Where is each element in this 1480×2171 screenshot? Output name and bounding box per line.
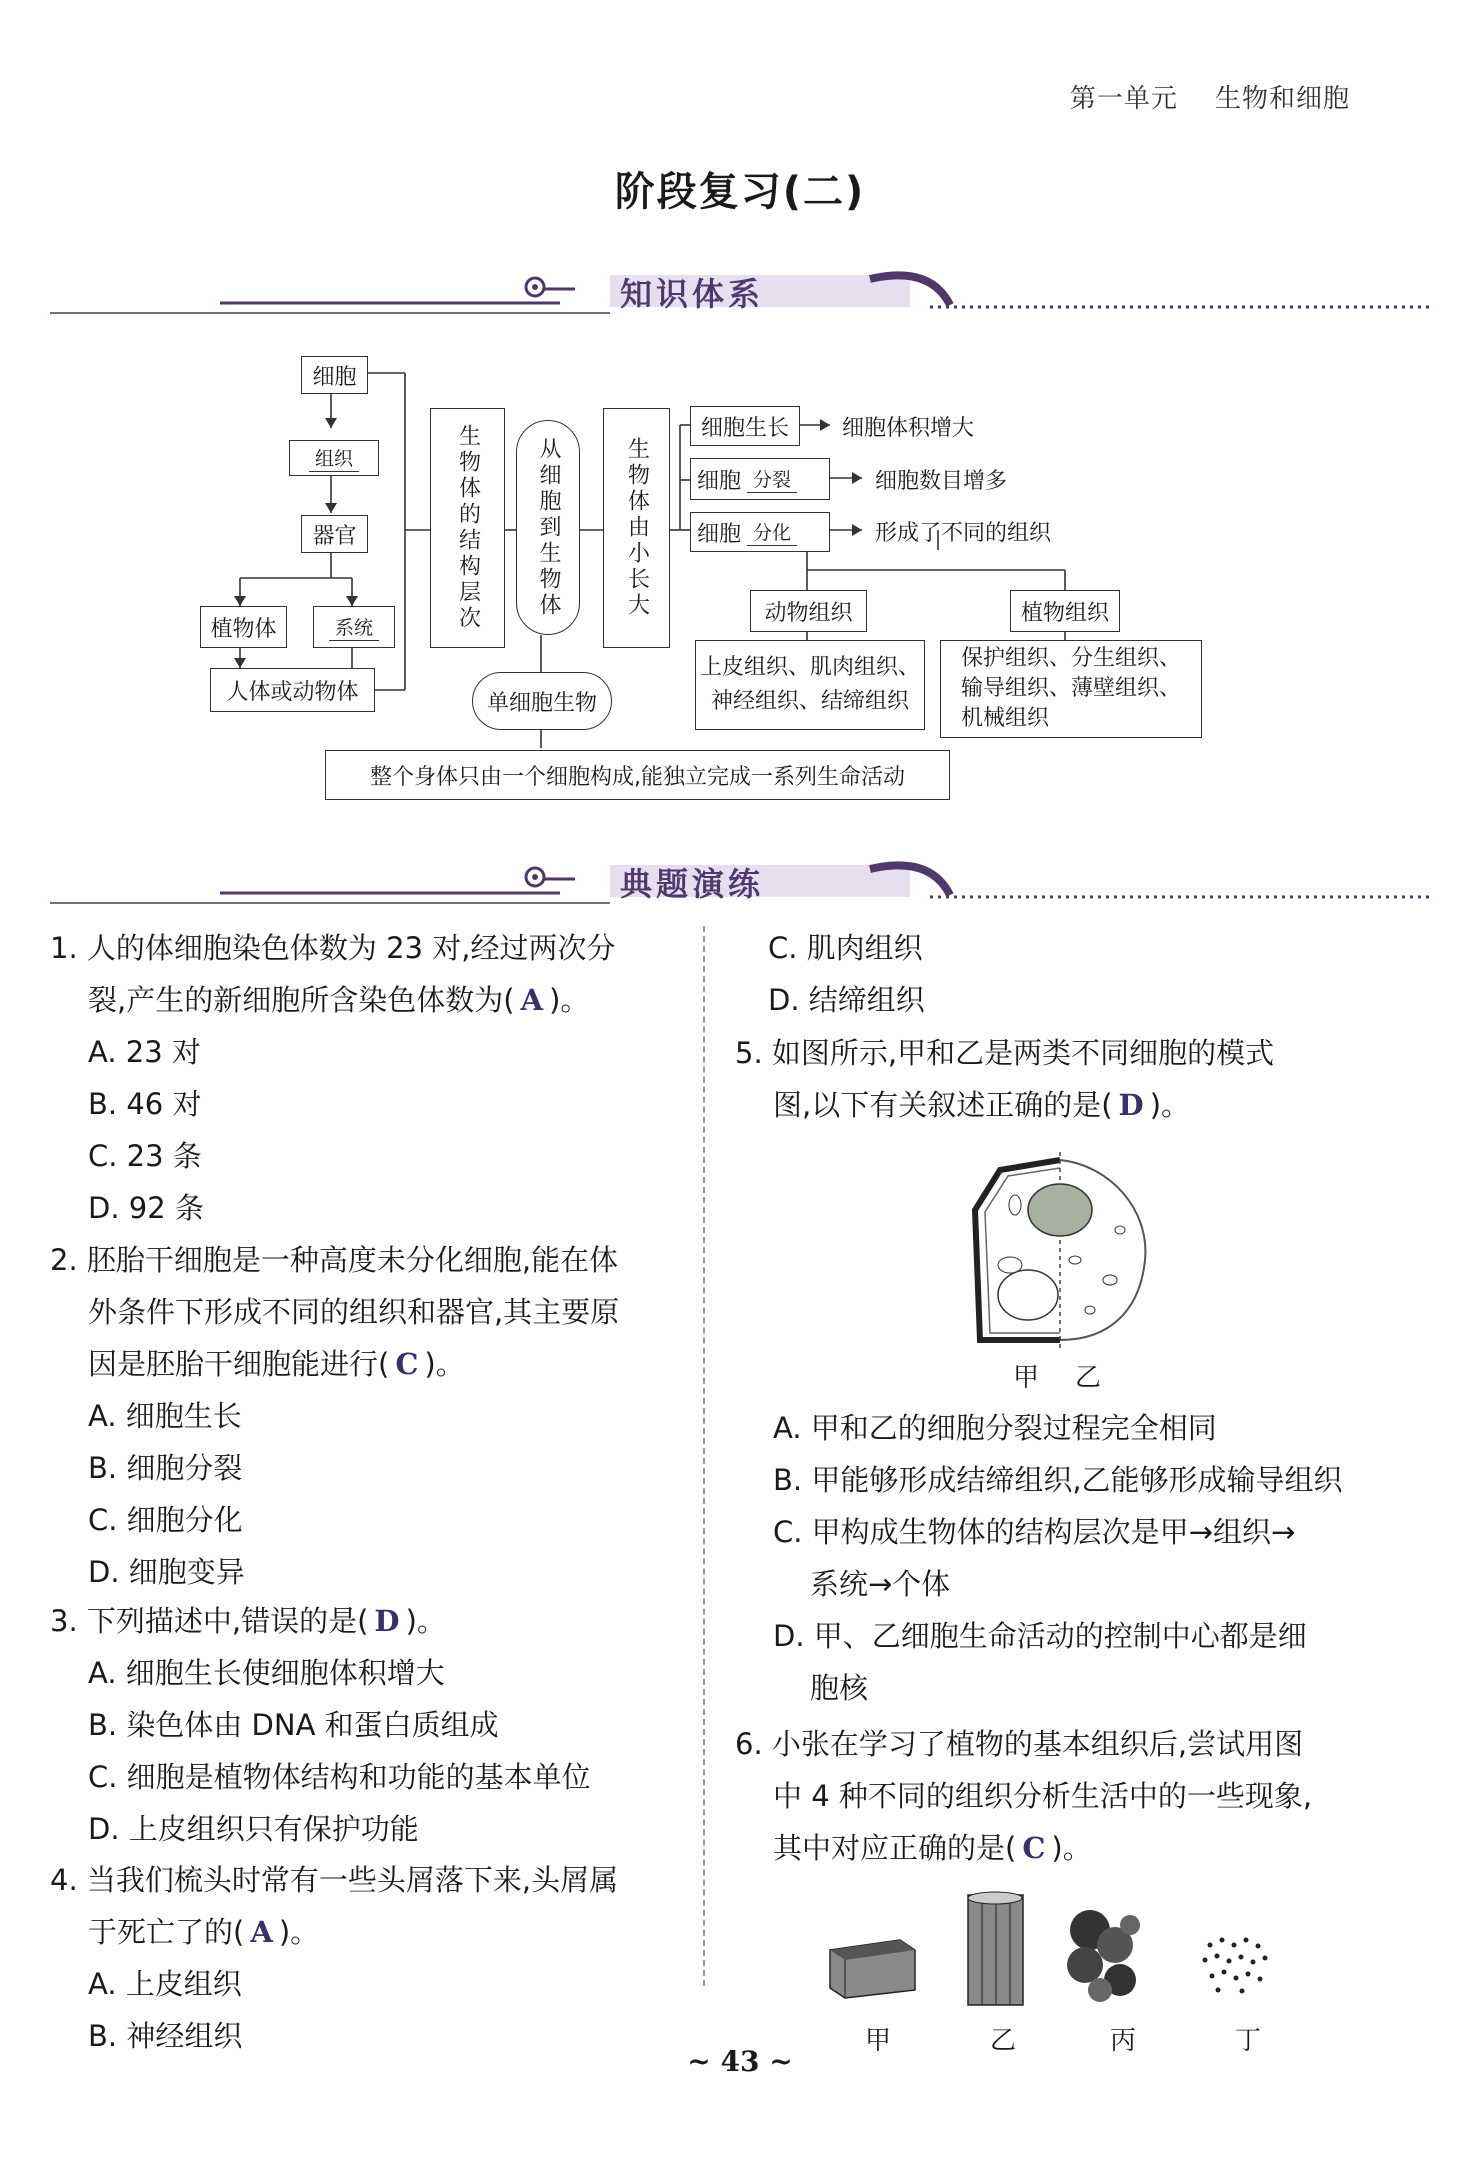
question-2 xyxy=(50,1234,690,1598)
node-plant-tissue-list xyxy=(940,640,1202,738)
q1-option-c: C. 23 条 xyxy=(88,1139,202,1173)
q6-fig-label-yi: 乙 xyxy=(990,2026,1017,2056)
q6-stem-3b: )。 xyxy=(1051,1831,1092,1865)
label-cell-2: 细胞 xyxy=(697,521,742,547)
q5-fig-label-yi: 乙 xyxy=(1075,1363,1102,1393)
text-cell-growth-result: 细胞体积增大 xyxy=(842,416,975,441)
node-animal-tissue: 动物组织 xyxy=(750,590,867,632)
blank-tissue: 组织 xyxy=(309,444,359,472)
plant-tissue-line-1: 保护组织、分生组织、 xyxy=(961,646,1182,671)
tissue-jia-icon xyxy=(830,1940,915,1998)
tissue-yi-icon xyxy=(968,1892,1023,2005)
q4-stem-2a: 于死亡了的( xyxy=(88,1915,245,1949)
column-divider xyxy=(703,926,705,1986)
page-number: ~ 43 ~ xyxy=(687,2045,793,2078)
q3-option-d: D. 上皮组织只有保护功能 xyxy=(88,1812,419,1846)
q3-option-c: C. 细胞是植物体结构和功能的基本单位 xyxy=(88,1760,591,1794)
q4-answer: A xyxy=(250,1915,273,1949)
q5-stem-2a: 图,以下有关叙述正确的是( xyxy=(773,1088,1113,1122)
text-division-result: 细胞数目增多 xyxy=(875,469,1008,494)
node-tissue xyxy=(289,440,379,476)
q1-stem-line-2 xyxy=(50,974,690,1026)
header-topic: 生物和细胞 xyxy=(1214,84,1350,114)
q5-stem-line-2 xyxy=(735,1079,1365,1131)
node-plant-tissue: 植物组织 xyxy=(1010,590,1120,632)
blank-division: 分裂 xyxy=(747,465,797,493)
question-5-options xyxy=(735,1402,1375,1714)
node-cell-growth: 细胞生长 xyxy=(690,406,800,446)
q4-option-a: A. 上皮组织 xyxy=(88,1967,242,2001)
q1-option-d: D. 92 条 xyxy=(88,1191,204,1225)
node-cell-differentiation xyxy=(690,512,830,552)
q2-stem-line-1: 2. 胚胎干细胞是一种高度未分化细胞,能在体 xyxy=(50,1243,619,1277)
q6-stem-line-2: 中 4 种不同的组织分析生活中的一些现象, xyxy=(773,1779,1313,1813)
node-plant: 植物体 xyxy=(200,606,287,648)
q2-option-d: D. 细胞变异 xyxy=(88,1555,245,1589)
q5-option-d-line-1: D. 甲、乙细胞生命活动的控制中心都是细 xyxy=(773,1619,1307,1653)
node-organ: 器官 xyxy=(301,515,368,553)
question-1 xyxy=(50,922,690,1234)
q4-option-c: C. 肌肉组织 xyxy=(768,931,923,965)
q2-stem-3a: 因是胚胎干细胞能进行( xyxy=(88,1347,390,1381)
q3-stem-1a: 3. 下列描述中,错误的是( xyxy=(50,1604,369,1638)
q6-answer: C xyxy=(1022,1831,1046,1865)
q5-option-b: B. 甲能够形成结缔组织,乙能够形成输导组织 xyxy=(773,1463,1343,1497)
q3-stem-line-1 xyxy=(50,1595,690,1647)
node-animal-tissue-list xyxy=(695,640,925,730)
q5-option-d-line-2: 胞核 xyxy=(810,1671,869,1705)
q6-stem-line-3 xyxy=(735,1822,1375,1874)
q2-option-a: A. 细胞生长 xyxy=(88,1399,242,1433)
node-structure-levels: 生物体的结构层次 xyxy=(430,408,505,648)
q5-fig-label-jia: 甲 xyxy=(1013,1363,1040,1393)
blank-differentiation: 分化 xyxy=(747,518,797,546)
question-5 xyxy=(735,1027,1365,1131)
q2-option-b: B. 细胞分裂 xyxy=(88,1451,243,1485)
q5-option-a: A. 甲和乙的细胞分裂过程完全相同 xyxy=(773,1411,1217,1445)
q3-option-a: A. 细胞生长使细胞体积增大 xyxy=(88,1656,445,1690)
node-human-animal: 人体或动物体 xyxy=(210,668,375,712)
q2-answer: C xyxy=(395,1347,419,1381)
node-single-cell: 单细胞生物 xyxy=(472,672,612,730)
q3-option-b: B. 染色体由 DNA 和蛋白质组成 xyxy=(88,1708,499,1742)
plant-tissue-line-3: 机械组织 xyxy=(961,706,1050,731)
tissue-ding-icon xyxy=(1203,1938,1268,1994)
q4-option-d: D. 结缔组织 xyxy=(768,983,925,1017)
question-4 xyxy=(50,1854,690,2062)
node-single-cell-desc: 整个身体只由一个细胞构成,能独立完成一系列生命活动 xyxy=(325,750,950,800)
tissue-figures xyxy=(820,1890,1310,2010)
tissue-bing-icon xyxy=(1067,1910,1140,2002)
q1-stem-2a: 裂,产生的新细胞所含染色体数为( xyxy=(88,983,515,1017)
animal-tissue-line-2: 神经组织、结缔组织 xyxy=(710,689,909,714)
q2-stem-line-2: 外条件下形成不同的组织和器官,其主要原 xyxy=(88,1295,620,1329)
text-differentiation-result: 形成了不同的组织 xyxy=(875,521,1052,546)
page-title: 阶段复习(二) xyxy=(614,169,866,215)
header-unit: 第一单元 xyxy=(1069,84,1178,114)
q1-answer: A xyxy=(520,983,544,1017)
q6-fig-label-jia: 甲 xyxy=(865,2026,892,2056)
q5-option-c-line-2: 系统→个体 xyxy=(810,1567,951,1601)
q4-stem-line-1: 4. 当我们梳头时常有一些头屑落下来,头屑属 xyxy=(50,1863,619,1897)
q1-option-a: A. 23 对 xyxy=(88,1035,201,1069)
node-cell-division xyxy=(690,458,830,500)
q6-stem-3a: 其中对应正确的是( xyxy=(773,1831,1017,1865)
question-3 xyxy=(50,1595,690,1855)
cell-diagram-icon xyxy=(960,1150,1160,1350)
blank-system: 系统 xyxy=(329,613,379,641)
q6-fig-label-ding: 丁 xyxy=(1235,2026,1262,2056)
section-title-knowledge: 知识体系 xyxy=(620,275,765,313)
q5-stem-line-1: 5. 如图所示,甲和乙是两类不同细胞的模式 xyxy=(735,1036,1275,1070)
label-cell-1: 细胞 xyxy=(697,468,742,494)
q5-answer: D xyxy=(1118,1088,1144,1122)
q4-stem-line-2 xyxy=(50,1906,690,1958)
node-system xyxy=(313,606,395,648)
node-cell-to-organism: 从细胞到生物体 xyxy=(516,420,580,635)
plant-tissue-line-2: 输导组织、薄壁组织、 xyxy=(961,676,1182,701)
q5-option-c-line-1: C. 甲构成生物体的结构层次是甲→组织→ xyxy=(773,1515,1296,1549)
q6-stem-line-1: 6. 小张在学习了植物的基本组织后,尝试用图 xyxy=(735,1727,1304,1761)
q3-answer: D xyxy=(374,1604,400,1638)
q2-stem-line-3 xyxy=(50,1338,690,1390)
q6-fig-label-bing: 丙 xyxy=(1110,2026,1137,2056)
q1-option-b: B. 46 对 xyxy=(88,1087,202,1121)
q3-stem-1b: )。 xyxy=(405,1604,446,1638)
q2-option-c: C. 细胞分化 xyxy=(88,1503,243,1537)
q4-option-b: B. 神经组织 xyxy=(88,2019,243,2053)
q1-stem-2b: )。 xyxy=(549,983,590,1017)
section-title-practice: 典题演练 xyxy=(620,865,765,903)
question-4-continued xyxy=(730,922,1350,1026)
q5-stem-2b: )。 xyxy=(1149,1088,1191,1122)
section-banner-practice xyxy=(50,855,1430,925)
q4-stem-2b: )。 xyxy=(278,1915,320,1949)
animal-tissue-line-1: 上皮组织、肌肉组织、 xyxy=(699,655,920,680)
q1-stem-line-1: 1. 人的体细胞染色体数为 23 对,经过两次分 xyxy=(50,931,616,965)
question-6 xyxy=(735,1718,1375,1874)
q2-stem-3b: )。 xyxy=(424,1347,465,1381)
node-cell: 细胞 xyxy=(301,356,368,394)
node-growth: 生物体由小长大 xyxy=(603,408,670,648)
